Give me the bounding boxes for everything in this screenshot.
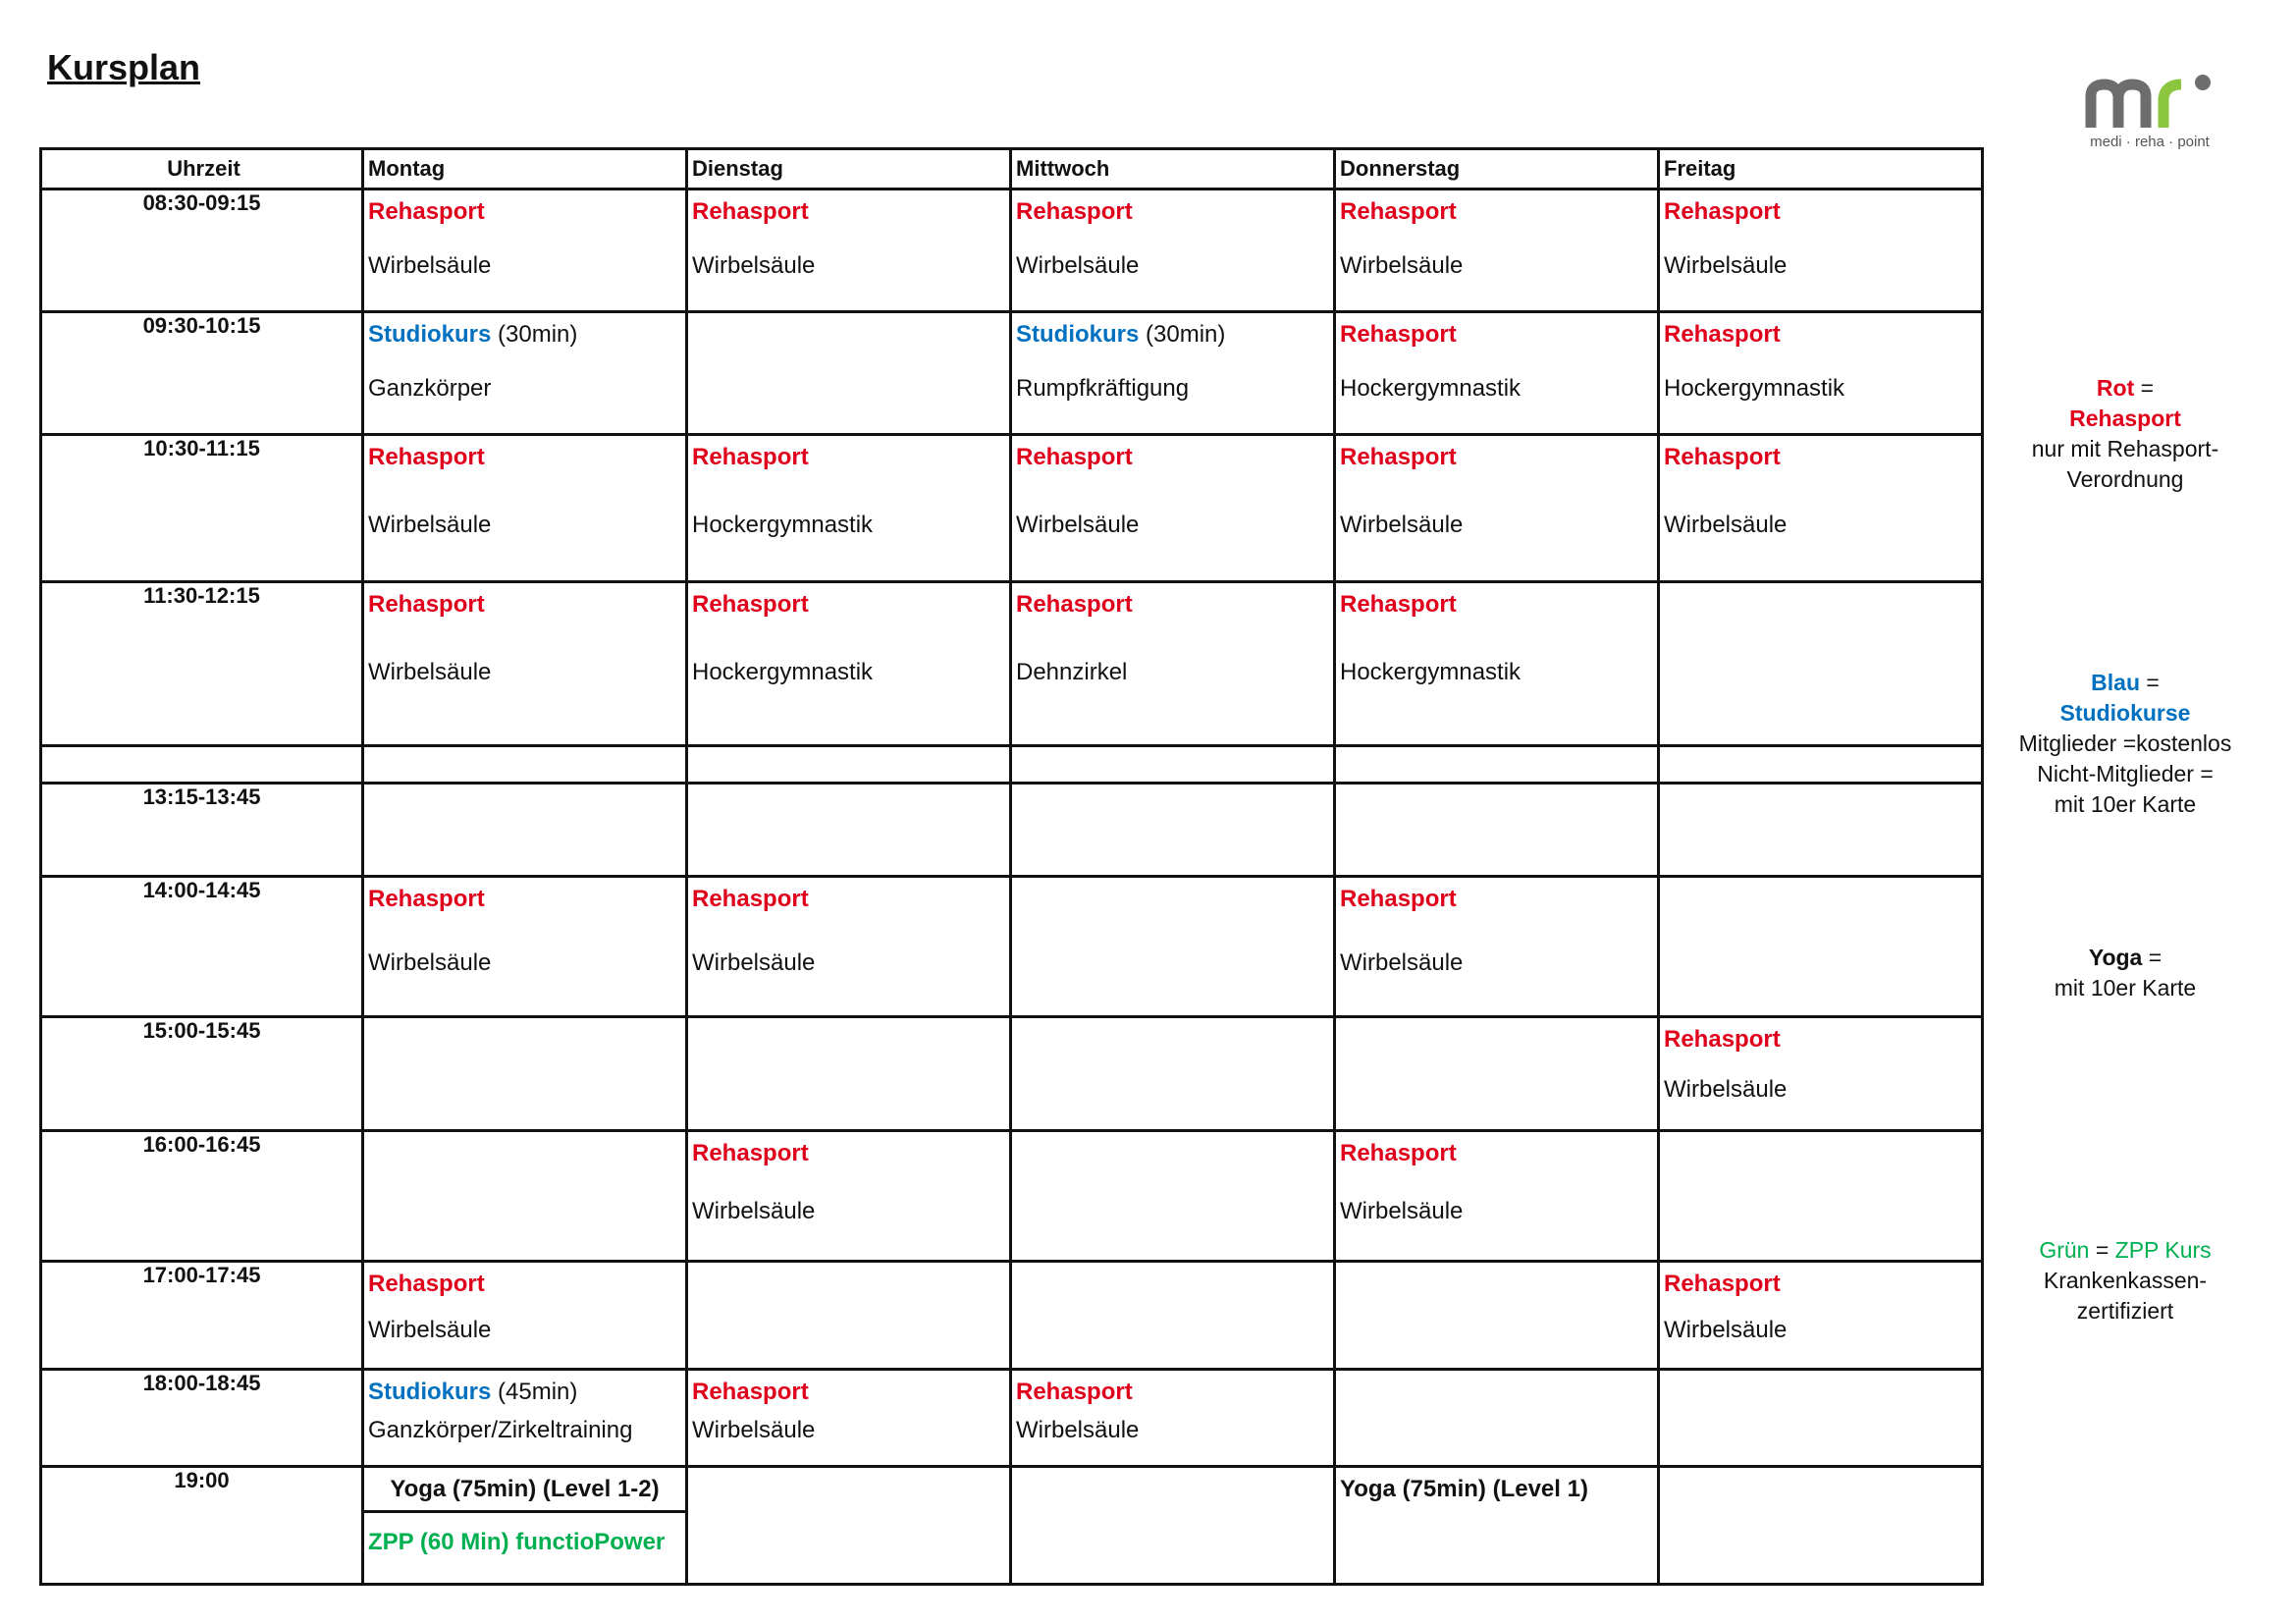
rehasport-label: Rehasport: [692, 444, 809, 470]
course-cell: [363, 1017, 687, 1131]
rehasport-label: Rehasport: [1016, 444, 1133, 470]
course-entry: [364, 1371, 685, 1445]
course-detail: Wirbelsäule: [1340, 511, 1464, 538]
studiokurs-label: Studiokurs: [1016, 321, 1140, 348]
legend-yoga-name: Yoga: [2088, 945, 2143, 970]
legend-zpp: [1993, 1235, 2258, 1326]
course-entry: [1012, 583, 1333, 687]
course-cell: [1659, 1370, 1983, 1467]
course-entry: [688, 190, 1009, 281]
legend-blau-line1: Mitglieder =kostenlos: [2018, 731, 2232, 756]
table-row: [41, 1131, 1983, 1262]
course-entry: [364, 1263, 685, 1345]
course-detail: Wirbelsäule: [1664, 511, 1788, 538]
course-entry: [688, 1371, 1009, 1445]
logo-mark-icon: [2081, 69, 2218, 134]
course-cell: [1659, 746, 1983, 784]
course-cell: [687, 1017, 1011, 1131]
course-cell: [1335, 1467, 1659, 1585]
legend-gruen-line2: zertifiziert: [2076, 1298, 2174, 1324]
course-duration: (45min): [498, 1379, 578, 1405]
rehasport-label: Rehasport: [1664, 444, 1781, 470]
course-entry: [1336, 583, 1657, 687]
course-cell: [363, 784, 687, 877]
legend-studiokurse: [1993, 668, 2258, 820]
header-wednesday: Mittwoch: [1011, 149, 1335, 189]
course-entry: [1012, 1371, 1333, 1445]
course-cell: [1335, 1131, 1659, 1262]
course-cell: [1011, 1467, 1335, 1585]
course-detail: Hockergymnastik: [692, 511, 874, 538]
course-cell: [1011, 746, 1335, 784]
legend-blau-word: Blau: [2091, 670, 2140, 695]
rehasport-label: Rehasport: [1340, 591, 1457, 618]
course-cell: [687, 312, 1011, 435]
course-cell: [1011, 582, 1335, 746]
rehasport-label: Rehasport: [368, 886, 485, 912]
course-detail: Wirbelsäule: [1016, 1416, 1140, 1443]
logo-text: medi · reha · point: [2090, 134, 2210, 150]
rehasport-label: Rehasport: [1340, 1140, 1457, 1166]
time-cell: 08:30-09:15: [41, 189, 363, 312]
course-cell: [1659, 435, 1983, 582]
course-cell: [363, 582, 687, 746]
table-row: [41, 435, 1983, 582]
course-detail: Hockergymnastik: [692, 658, 874, 685]
course-cell: [1335, 877, 1659, 1017]
course-detail: Rumpfkräftigung: [1016, 374, 1190, 402]
course-detail: Ganzkörper: [368, 374, 492, 402]
course-entry: [364, 190, 685, 281]
course-entry: [1012, 313, 1333, 404]
course-detail: Wirbelsäule: [1340, 1197, 1464, 1224]
course-detail: Wirbelsäule: [692, 251, 816, 279]
course-detail: Dehnzirkel: [1016, 658, 1128, 685]
course-detail: Wirbelsäule: [368, 658, 492, 685]
course-detail: Hockergymnastik: [1340, 374, 1522, 402]
course-entry: [688, 878, 1009, 978]
course-detail: Ganzkörper/Zirkeltraining: [368, 1416, 633, 1443]
course-cell: [1659, 784, 1983, 877]
course-cell: [363, 1370, 687, 1467]
course-cell: [1335, 1017, 1659, 1131]
rehasport-label: Rehasport: [1664, 1271, 1781, 1297]
course-cell: [1659, 877, 1983, 1017]
table-row: [41, 877, 1983, 1017]
course-entry: [688, 436, 1009, 540]
rehasport-label: Rehasport: [1340, 444, 1457, 470]
time-cell: 18:00-18:45: [41, 1370, 363, 1467]
course-cell: [1011, 1370, 1335, 1467]
time-cell: 10:30-11:15: [41, 435, 363, 582]
header-monday: Montag: [363, 149, 687, 189]
course-entry: [364, 878, 685, 978]
time-cell: [41, 746, 363, 784]
header-tuesday: Dienstag: [687, 149, 1011, 189]
rehasport-label: Rehasport: [692, 591, 809, 618]
course-cell: [1011, 784, 1335, 877]
legend-blau-name: Studiokurse: [2059, 700, 2191, 726]
course-detail: Wirbelsäule: [692, 1197, 816, 1224]
rehasport-label: Rehasport: [1016, 198, 1133, 225]
course-cell: [687, 1131, 1011, 1262]
yoga-course: Yoga (75min) (Level 1): [1340, 1476, 1588, 1502]
course-cell: [1659, 1467, 1983, 1585]
yoga-course: Yoga (75min) (Level 1-2): [363, 1468, 686, 1513]
legend-blau-line3: mit 10er Karte: [2054, 791, 2197, 817]
rehasport-label: Rehasport: [368, 1271, 485, 1297]
course-detail: Hockergymnastik: [1664, 374, 1845, 402]
rehasport-label: Rehasport: [368, 198, 485, 225]
legend-rehasport: [1993, 373, 2258, 495]
legend-blau-eq: =: [2140, 670, 2160, 695]
page-title: Kursplan: [47, 47, 201, 87]
table-row: [41, 1262, 1983, 1370]
studiokurs-label: Studiokurs: [368, 321, 492, 348]
course-cell: [687, 1262, 1011, 1370]
course-cell: [1335, 746, 1659, 784]
zpp-course: ZPP (60 Min) functioPower: [368, 1528, 666, 1555]
legend-blau-line2: Nicht-Mitglieder =: [2037, 761, 2214, 786]
rehasport-label: Rehasport: [1340, 886, 1457, 912]
course-cell: [363, 877, 687, 1017]
legend-rot-name: Rehasport: [2069, 406, 2181, 431]
course-cell: [363, 1131, 687, 1262]
rehasport-label: Rehasport: [1340, 198, 1457, 225]
course-cell: [1335, 784, 1659, 877]
table-row: [41, 1467, 1983, 1585]
course-cell: [1659, 1017, 1983, 1131]
course-cell: [687, 435, 1011, 582]
course-cell: [687, 1370, 1011, 1467]
course-cell: [1335, 189, 1659, 312]
course-cell: [1659, 582, 1983, 746]
course-cell: [1335, 435, 1659, 582]
time-cell: 11:30-12:15: [41, 582, 363, 746]
rehasport-label: Rehasport: [1664, 321, 1781, 348]
time-cell: 09:30-10:15: [41, 312, 363, 435]
course-detail: Wirbelsäule: [368, 251, 492, 279]
course-detail: Hockergymnastik: [1340, 658, 1522, 685]
course-entry: [364, 583, 685, 687]
table-row: [41, 746, 1983, 784]
course-cell: [1335, 582, 1659, 746]
table-row: [41, 784, 1983, 877]
course-entry: [1336, 1132, 1657, 1226]
course-cell: [687, 784, 1011, 877]
time-cell: 16:00-16:45: [41, 1131, 363, 1262]
course-cell: [363, 1262, 687, 1370]
legend-gruen-line1: Krankenkassen-: [2043, 1268, 2208, 1293]
rehasport-label: Rehasport: [692, 886, 809, 912]
legend-yoga-eq: =: [2142, 945, 2163, 970]
course-detail: Wirbelsäule: [1664, 251, 1788, 279]
course-entry: [364, 436, 685, 540]
course-cell: [1011, 1131, 1335, 1262]
legend-rot-line1: nur mit Rehasport-: [2031, 436, 2219, 461]
course-detail: Wirbelsäule: [1340, 251, 1464, 279]
course-cell: [687, 582, 1011, 746]
course-cell: [1011, 435, 1335, 582]
course-cell: [1011, 189, 1335, 312]
course-detail: Wirbelsäule: [368, 948, 492, 976]
medi-reha-point-logo: [2081, 69, 2218, 157]
rehasport-label: Rehasport: [1664, 1026, 1781, 1053]
time-cell: 14:00-14:45: [41, 877, 363, 1017]
course-cell: [1011, 312, 1335, 435]
table-row: [41, 312, 1983, 435]
course-cell: [1011, 1017, 1335, 1131]
header-row: [41, 149, 1983, 189]
rehasport-label: Rehasport: [1340, 321, 1457, 348]
course-detail: Wirbelsäule: [692, 948, 816, 976]
rehasport-label: Rehasport: [692, 1379, 809, 1405]
course-cell: [687, 1467, 1011, 1585]
legend-rot-eq: =: [2134, 375, 2155, 401]
course-entry: [1660, 190, 1981, 281]
studiokurs-label: Studiokurs: [368, 1379, 492, 1405]
time-cell: 15:00-15:45: [41, 1017, 363, 1131]
course-entry: [1660, 436, 1981, 540]
time-cell: 17:00-17:45: [41, 1262, 363, 1370]
course-cell: [687, 746, 1011, 784]
course-entry: [1660, 1263, 1981, 1345]
course-detail: Wirbelsäule: [1016, 251, 1140, 279]
legend-yoga: [1993, 943, 2258, 1003]
header-time: Uhrzeit: [41, 149, 363, 189]
rehasport-label: Rehasport: [692, 1140, 809, 1166]
table-row: [41, 582, 1983, 746]
course-detail: Wirbelsäule: [368, 1316, 492, 1343]
course-detail: Wirbelsäule: [692, 1416, 816, 1443]
time-cell: 13:15-13:45: [41, 784, 363, 877]
course-entry: [688, 1132, 1009, 1226]
course-cell: [1335, 312, 1659, 435]
course-cell: [687, 189, 1011, 312]
course-detail: Wirbelsäule: [1016, 511, 1140, 538]
legend-rot-word: Rot: [2096, 375, 2135, 401]
rehasport-label: Rehasport: [368, 591, 485, 618]
course-duration: (30min): [1146, 321, 1226, 348]
legend-gruen-name: ZPP Kurs: [2114, 1237, 2212, 1263]
course-entry: [1336, 878, 1657, 978]
course-duration: (30min): [498, 321, 578, 348]
course-entry: [364, 313, 685, 404]
course-cell: [363, 189, 687, 312]
rehasport-label: Rehasport: [1664, 198, 1781, 225]
course-cell: [1659, 189, 1983, 312]
course-entry: [1336, 436, 1657, 540]
rehasport-label: Rehasport: [1016, 1379, 1133, 1405]
rehasport-label: Rehasport: [692, 198, 809, 225]
header-thursday: Donnerstag: [1335, 149, 1659, 189]
course-cell: [1335, 1262, 1659, 1370]
legend-rot-line2: Verordnung: [2066, 466, 2184, 492]
course-cell: [1659, 1131, 1983, 1262]
table-row: [41, 1370, 1983, 1467]
course-entry: [1336, 190, 1657, 281]
course-entry: [1336, 313, 1657, 404]
rehasport-label: Rehasport: [368, 444, 485, 470]
header-friday: Freitag: [1659, 149, 1983, 189]
course-cell: [363, 312, 687, 435]
course-cell: [1659, 312, 1983, 435]
course-cell: [1335, 1370, 1659, 1467]
course-cell: [1659, 1262, 1983, 1370]
course-detail: Wirbelsäule: [1664, 1316, 1788, 1343]
table-row: [41, 189, 1983, 312]
course-cell: [687, 877, 1011, 1017]
legend-gruen-eq: =: [2089, 1237, 2115, 1263]
course-entry: [1012, 190, 1333, 281]
course-cell: [363, 746, 687, 784]
course-detail: Wirbelsäule: [1340, 948, 1464, 976]
course-cell: [363, 1467, 687, 1585]
course-cell: [1011, 1262, 1335, 1370]
rehasport-label: Rehasport: [1016, 591, 1133, 618]
time-cell: 19:00: [41, 1467, 363, 1585]
course-entry: [1660, 1018, 1981, 1105]
course-cell: [363, 435, 687, 582]
course-entry: [1012, 436, 1333, 540]
legend-gruen-word: Grün: [2039, 1237, 2090, 1263]
course-entry: [1660, 313, 1981, 404]
course-detail: Wirbelsäule: [368, 511, 492, 538]
legend-yoga-line1: mit 10er Karte: [2054, 975, 2197, 1001]
course-cell: [1011, 877, 1335, 1017]
schedule-table: [39, 147, 1984, 1586]
table-row: [41, 1017, 1983, 1131]
course-detail: Wirbelsäule: [1664, 1075, 1788, 1103]
course-entry: [688, 583, 1009, 687]
